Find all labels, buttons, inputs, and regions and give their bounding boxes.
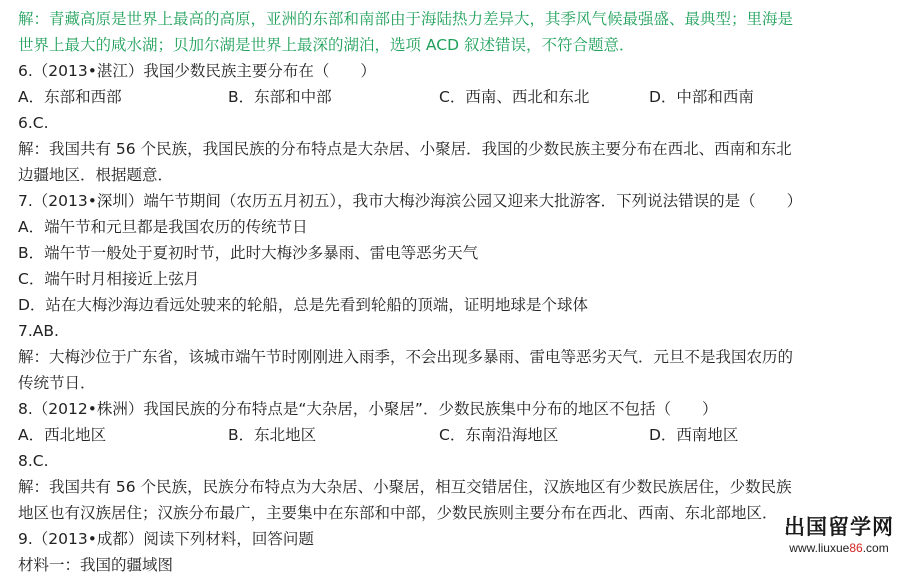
question-7: 7.（2013•深圳）端午节期间（农历五月初五），我市大梅沙海滨公园又迎来大批游客．下列说法错误的是（ ） [18, 192, 803, 210]
option-a: A．端午节和元旦都是我国农历的传统节日 [18, 218, 308, 236]
site-watermark-logo [780, 514, 898, 560]
question-9: 9.（2013•成都）阅读下列材料，回答问题 [18, 530, 314, 548]
option-b: B．东部和中部 [228, 88, 332, 106]
answer-7-explanation: 解：大梅沙位于广东省，该城市端午节时刚刚进入雨季，不会出现多暴雨、雷电等恶劣天气．元旦不是我国农历的 [18, 348, 794, 366]
option-c: C．西南、西北和东北 [439, 88, 590, 106]
option-d: D．中部和西南 [649, 88, 754, 106]
answer-7: 7.AB. [18, 322, 59, 340]
question-8-options [18, 422, 910, 448]
option-a: A．东部和西部 [18, 88, 122, 106]
option-d: D．西南地区 [649, 426, 739, 444]
explanation-line: 世界上最大的咸水湖；贝加尔湖是世界上最深的湖泊，选项 ACD 叙述错误，不符合题意． [18, 36, 635, 54]
watermark-url: www.liuxue86.com [789, 541, 889, 555]
question-6-options [18, 84, 910, 110]
material-1-label: 材料一：我国的疆域图 [18, 556, 174, 574]
answer-6-explanation: 边疆地区．根据题意． [18, 166, 174, 184]
answer-8-explanation: 解：我国共有 56 个民族，民族分布特点为大杂居、小聚居，相互交错居住，汉族地区有少数民族居住，少数民族 [18, 478, 792, 496]
answer-6-explanation: 解：我国共有 56 个民族，我国民族的分布特点是大杂居、小聚居．我国的少数民族主要分布在西北、西南和东北 [18, 140, 792, 158]
answer-8-explanation: 地区也有汉族居住；汉族分布最广，主要集中在东部和中部，少数民族则主要分布在西北、西南、东北部地区． [18, 504, 778, 522]
question-8: 8.（2012•株洲）我国民族的分布特点是“大杂居，小聚居”．少数民族集中分布的地区不包括（ ） [18, 400, 718, 418]
option-b: B．东北地区 [228, 426, 317, 444]
option-c: C．东南沿海地区 [439, 426, 559, 444]
document-body [18, 6, 910, 578]
option-a: A．西北地区 [18, 426, 107, 444]
answer-6: 6.C. [18, 114, 49, 132]
option-c: C．端午时月相接近上弦月 [18, 270, 200, 288]
question-6: 6.（2013•湛江）我国少数民族主要分布在（ ） [18, 62, 376, 80]
watermark-title: 出国留学网 [784, 515, 894, 539]
explanation-line: 解：青藏高原是世界上最高的高原，亚洲的东部和南部由于海陆热力差异大，其季风气候最强盛、最典型；里海是 [18, 10, 794, 28]
answer-8: 8.C. [18, 452, 49, 470]
option-d: D．站在大梅沙海边看远处驶来的轮船，总是先看到轮船的顶端，证明地球是个球体 [18, 296, 588, 314]
answer-7-explanation: 传统节日． [18, 374, 96, 392]
option-b: B．端午节一般处于夏初时节，此时大梅沙多暴雨、雷电等恶劣天气 [18, 244, 479, 262]
